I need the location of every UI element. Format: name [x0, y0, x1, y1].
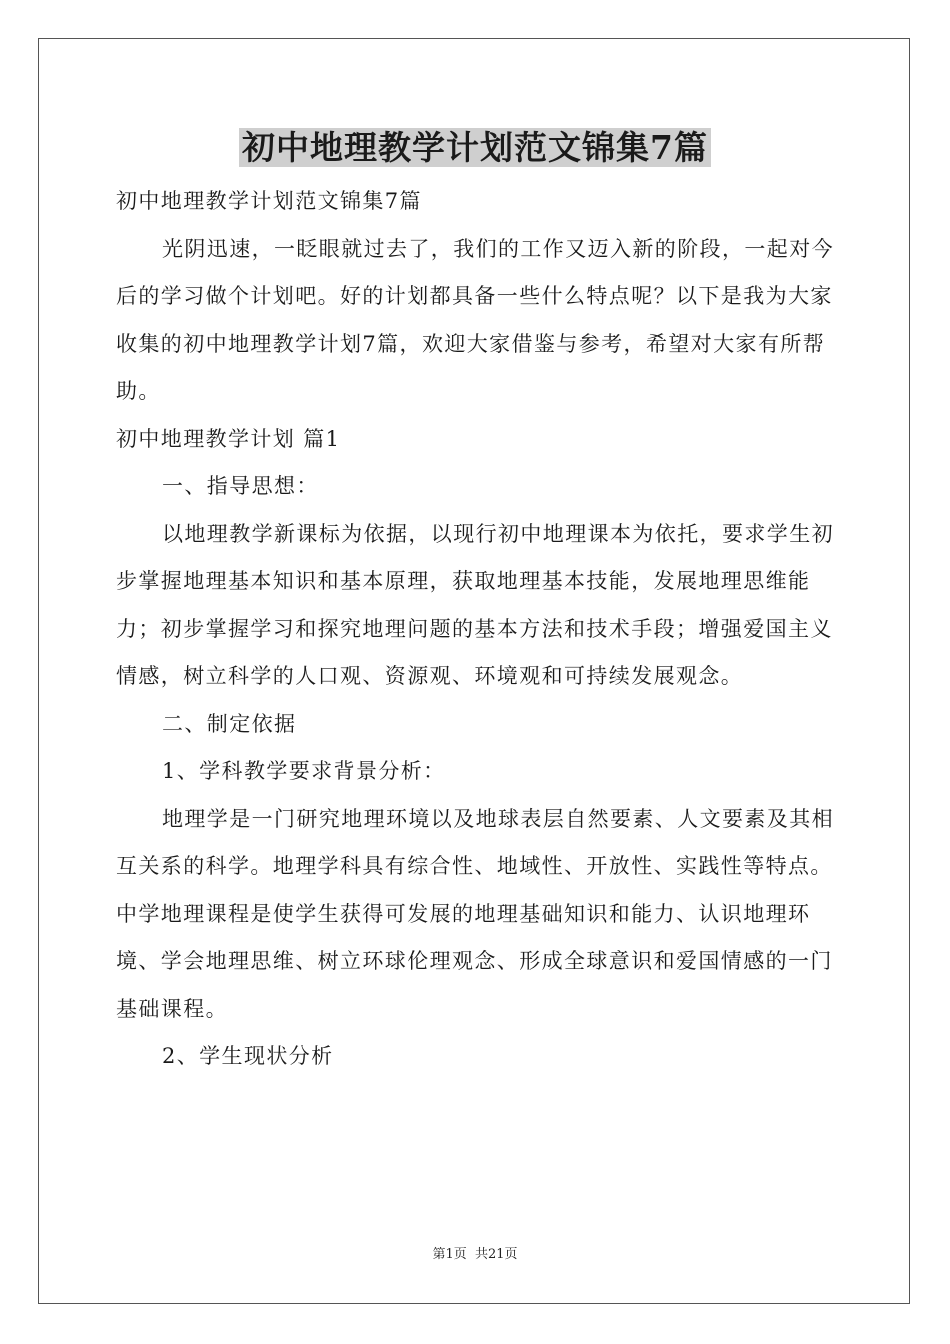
heading-background-analysis: 1、学科教学要求背景分析：	[162, 759, 446, 783]
page-total: 共21页	[474, 1247, 518, 1262]
section-heading: 初中地理教学计划 篇1	[116, 426, 341, 451]
page-footer	[0, 1245, 950, 1265]
heading-student-analysis: 2、学生现状分析	[162, 1044, 334, 1068]
paragraph-geography-definition: 地理学是一门研究地理环境以及地球表层自然要素、人文要素及其相互关系的科学。地理学科具有综合性、地域性、开放性、实践性等特点。中学地理课程是使学生获得可发展的地理基础知识和能力、认识地理环境、学会地理思维、树立环球伦理观念、形成全球意识和爱国情感的一门基础课程。	[116, 806, 834, 1021]
subtitle-line: 初中地理教学计划范文锦集7篇	[116, 189, 422, 213]
intro-paragraph: 光阴迅速，一眨眼就过去了，我们的工作又迈入新的阶段，一起对今后的学习做个计划吧。好的计划都具备一些什么特点呢？以下是我为大家收集的初中地理教学计划7篇，欢迎大家借鉴与参考，希望对大家有所帮助。	[116, 236, 834, 403]
document-title	[0, 122, 950, 174]
heading-guiding-ideology: 一、指导思想：	[162, 474, 319, 498]
paragraph-guiding-ideology: 以地理教学新课标为依据，以现行初中地理课本为依托，要求学生初步掌握地理基本知识和基本原理，获取地理基本技能，发展地理思维能力；初步掌握学习和探究地理问题的基本方法和技术手段；增强爱国主义情感，树立科学的人口观、资源观、环境观和可持续发展观念。	[116, 521, 834, 688]
heading-basis: 二、制定依据	[162, 711, 297, 736]
document-title-text: 初中地理教学计划范文锦集7篇	[239, 128, 711, 167]
document-body	[116, 178, 834, 1081]
page-number: 第1页	[432, 1247, 467, 1262]
